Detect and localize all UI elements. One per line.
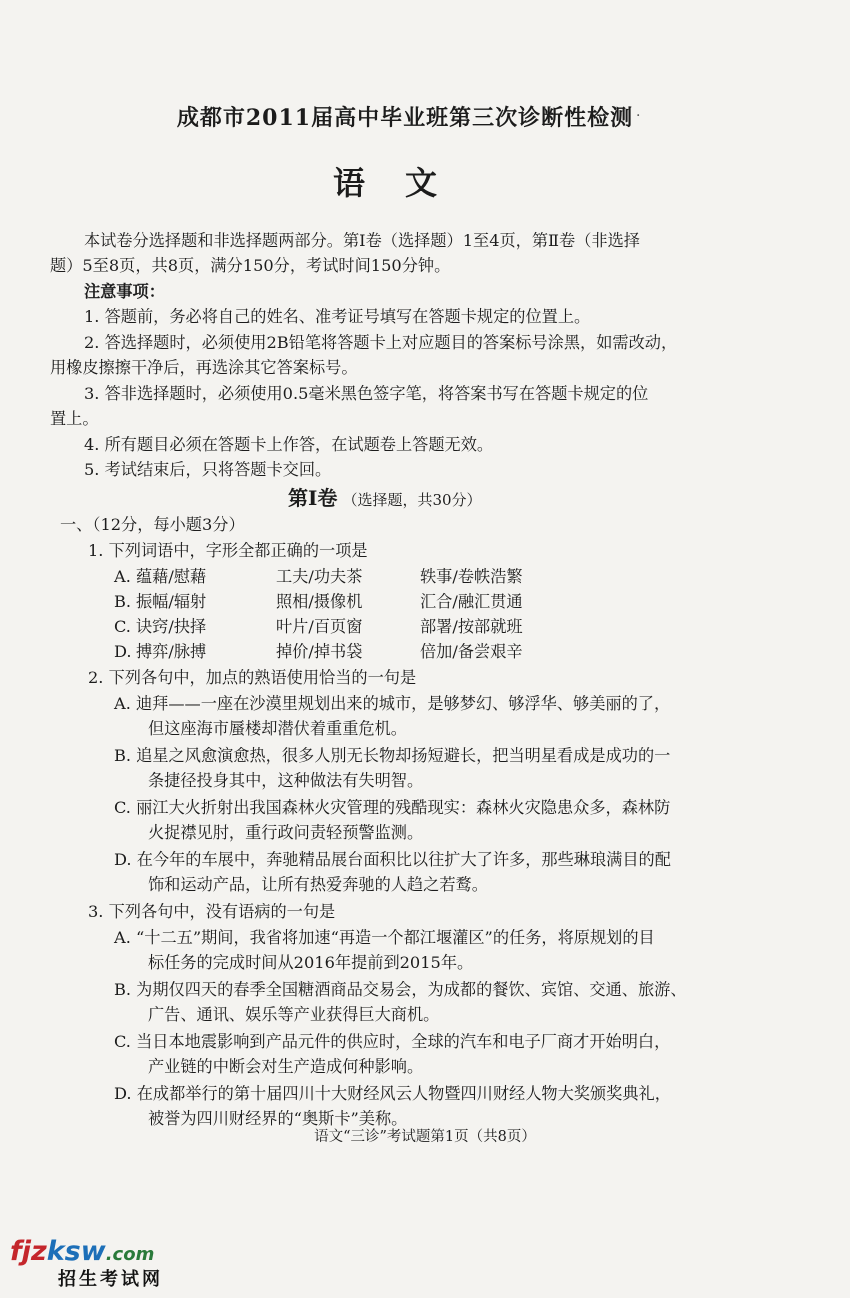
question-2-stem: 2. 下列各句中，加点的熟语使用恰当的一句是 (88, 668, 417, 687)
question-2-option-c-line-1: C. 丽江大火折射出我国森林火灾管理的残酷现实：森林火灾隐患众多，森林防 (114, 798, 671, 817)
question-3-option-b-line-1: B. 为期仅四天的春季全国糖酒商品交易会，为成都的餐饮、宾馆、交通、旅游、 (114, 980, 687, 999)
notes-heading: 注意事项： (84, 282, 165, 301)
option-cell: 诀窍/抉择 (136, 617, 207, 636)
question-3-option-b-line-2: 广告、通讯、娱乐等产业获得巨大商机。 (148, 1005, 440, 1024)
intro-line-1: 本试卷分选择题和非选择题两部分。第Ⅰ卷（选择题）1至4页，第Ⅱ卷（非选择 (84, 231, 640, 250)
option-cell: 叶片/百页窗 (276, 617, 363, 636)
question-2-option-a-line-1: A. 迪拜——一座在沙漠里规划出来的城市，是够梦幻、够浮华、够美丽的了， (114, 694, 671, 713)
option-cell: 部署/按部就班 (420, 617, 523, 636)
logo-part: fjz (10, 1236, 47, 1267)
option-cell: 掉价/掉书袋 (276, 642, 363, 661)
question-1-option-a (114, 565, 592, 589)
option-cell: 搏弈/脉搏 (136, 642, 207, 661)
option-cell: 倍加/备尝艰辛 (420, 642, 523, 661)
note-2-line-1: 2. 答选择题时，必须使用2B铅笔将答题卡上对应题目的答案标号涂黑，如需改动， (84, 333, 678, 352)
question-1-option-d (114, 640, 592, 664)
question-3-option-d-line-2: 被誉为四川财经界的“奥斯卡”美称。 (148, 1109, 408, 1128)
option-cell: 轶事/卷帙浩繁 (420, 567, 523, 586)
question-2-option-a-line-2: 但这座海市蜃楼却潜伏着重重危机。 (148, 719, 407, 738)
question-1-option-c (114, 615, 592, 639)
option-label: D. (114, 642, 132, 661)
option-cell: 汇合/融汇贯通 (420, 592, 523, 611)
note-2-line-2: 用橡皮擦擦干净后，再选涂其它答案标号。 (50, 358, 358, 377)
question-3-option-c-line-2: 产业链的中断会对生产造成何种影响。 (148, 1057, 424, 1076)
logo-part: .com (105, 1244, 155, 1265)
option-label: B. (114, 592, 132, 611)
note-4: 4. 所有题目必须在答题卡上作答，在试题卷上答题无效。 (84, 435, 494, 454)
note-1: 1. 答题前，务必将自己的姓名、准考证号填写在答题卡规定的位置上。 (84, 307, 591, 326)
scan-mark: · (636, 108, 641, 124)
exam-title: 成都市2011届高中毕业班第三次诊断性检测 (176, 105, 634, 131)
volume-title: 第Ⅰ卷 (288, 486, 338, 510)
question-1-stem: 1. 下列词语中，字形全都正确的一项是 (88, 541, 368, 560)
option-cell: 照相/摄像机 (276, 592, 363, 611)
question-3-stem: 3. 下列各句中，没有语病的一句是 (88, 902, 336, 921)
intro-line-2: 题）5至8页，共8页，满分150分，考试时间150分钟。 (50, 256, 451, 275)
question-2-option-b-line-2: 条捷径投身其中，这种做法有失明智。 (148, 771, 424, 790)
question-1-option-b (114, 590, 592, 614)
question-2-option-c-line-2: 火捉襟见肘，重行政问责轻预警监测。 (148, 823, 424, 842)
question-3-option-d-line-1: D. 在成都举行的第十届四川十大财经风云人物暨四川财经人物大奖颁奖典礼， (114, 1084, 671, 1103)
subject-heading: 语文 (332, 164, 477, 202)
note-3-line-1: 3. 答非选择题时，必须使用0.5毫米黑色签字笔，将答案书写在答题卡规定的位 (84, 384, 649, 403)
question-2-option-d-line-2: 饰和运动产品，让所有热爱奔驰的人趋之若鹜。 (148, 875, 488, 894)
logo-part: ksw (46, 1236, 106, 1267)
note-5: 5. 考试结束后，只将答题卡交回。 (84, 460, 332, 479)
question-3-option-a-line-2: 标任务的完成时间从2016年提前到2015年。 (148, 953, 474, 972)
site-logo (10, 1236, 154, 1267)
option-cell: 工夫/功夫茶 (276, 567, 363, 586)
question-3-option-a-line-1: A. “十二五”期间，我省将加速“再造一个都江堰灌区”的任务，将原规划的目 (114, 928, 655, 947)
option-cell: 蕴藉/慰藉 (136, 567, 207, 586)
page-footer: 语文“三诊”考试题第1页（共8页） (314, 1129, 536, 1145)
note-3-line-2: 置上。 (50, 409, 99, 428)
question-3-option-c-line-1: C. 当日本地震影响到产品元件的供应时，全球的汽车和电子厂商才开始明白， (114, 1032, 671, 1051)
option-label: A. (114, 567, 131, 586)
volume-subtitle: （选择题，共30分） (342, 491, 482, 509)
section-1-heading: 一、（12分，每小题3分） (60, 515, 245, 534)
option-label: C. (114, 617, 131, 636)
option-cell: 振幅/辐射 (136, 592, 207, 611)
volume-heading (288, 482, 482, 511)
site-tagline: 招生考试网 (58, 1269, 163, 1290)
question-2-option-d-line-1: D. 在今年的车展中，奔驰精品展台面积比以往扩大了许多，那些琳琅满目的配 (114, 850, 671, 869)
question-2-option-b-line-1: B. 追星之风愈演愈热，很多人別无长物却扬短避长，把当明星看成是成功的一 (114, 746, 671, 765)
